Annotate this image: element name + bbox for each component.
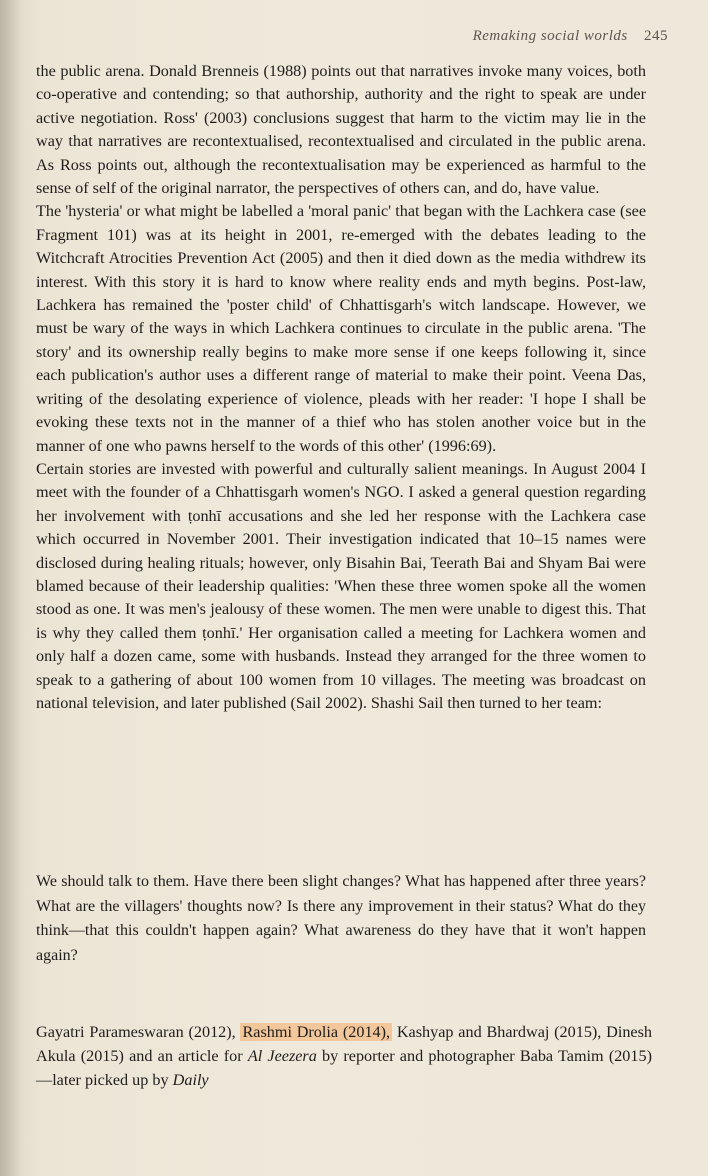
body-text — [36, 60, 646, 715]
footnote-text-3: by reporter and photographer Baba Tamim (2015)—later picked up by — [36, 1047, 652, 1089]
publication-name: Al Jeezera — [247, 1047, 317, 1065]
block-quote: We should talk to them. Have there been slight changes? What has happened after three years? What are the villagers' thoughts now? Is there any improvement in their status? What do they think—that this couldn't happen again? What awareness do they have that it won't happen again? — [36, 873, 646, 964]
footnote-text-1: Gayatri Parameswaran (2012), — [36, 1023, 241, 1041]
page-number: 245 — [644, 28, 668, 44]
paragraph-1: the public arena. Donald Brenneis (1988) points out that narratives invoke many voices, both co-operative and contending; so that authorship, authority and the right to speak are under active negotiation. Ross' (2003) conclusions suggest that harm to the victim may lie in the way that narratives are recontextualised, recontextualised and circulated in the public arena. As Ross points out, although the recontextualisation may be experienced as harmful to the sense of self of the original narrator, the perspectives of others can, and do, have value. — [36, 62, 646, 198]
footnote — [36, 1020, 652, 1092]
highlighted-citation: Rashmi Drolia (2014), — [242, 1023, 391, 1041]
running-head — [473, 28, 668, 45]
footnote-text-2: Kashyap and Bhardwaj (2015), Dinesh Akula (2015) and an article for — [36, 1023, 652, 1065]
publication-name-2: Daily — [172, 1071, 209, 1089]
gutter-shadow — [0, 0, 22, 1176]
paragraph-2: The 'hysteria' or what might be labelled a 'moral panic' that began with the Lachkera case (see Fragment 101) was at its height in 2001, re-emerged with the debates leading to the Witchcraft Atrocities Prevention Act (2005) and then it died down as the media withdrew its interest. With this story it is hard to know where reality ends and myth begins. Post-law, Lachkera has remained the 'poster child' of Chhattisgarh's witch landscape. However, we must be wary of the ways in which Lachkera continues to circulate in the public arena. 'The story' and its ownership really begins to make more sense if one keeps following it, since each publication's author uses a different range of material to make their point. Veena Das, writing of the desolating experience of violence, pleads with her reader: 'I hope I shall be evoking these texts not in the manner of a thief who has stolen another voice but in the manner of one who pawns herself to the words of this other' (1996:69). — [36, 202, 646, 455]
chapter-title: Remaking social worlds — [472, 28, 628, 44]
paragraph-3: Certain stories are invested with powerful and culturally salient meanings. In August 2004 I meet with the founder of a Chhattisgarh women's NGO. I asked a general question regarding her involvement with ṭonhī accusations and she led her response with the Lachkera case which occurred in November 2001. Their investigation indicated that 10–15 names were disclosed during healing rituals; however, only Bisahin Bai, Teerath Bai and Shyam Bai were blamed because of their leadership qualities: 'When these three women spoke all the women stood as one. It was men's jealousy of these women. The men were unable to digest this. That is why they called them ṭonhī.' Her organisation called a meeting for Lachkera women and only half a dozen came, some with husbands. Instead they arranged for the three women to speak to a gathering of about 100 women from 10 villages. The meeting was broadcast on national television, and later published (Sail 2002). Shashi Sail then turned to her team: — [36, 459, 646, 712]
